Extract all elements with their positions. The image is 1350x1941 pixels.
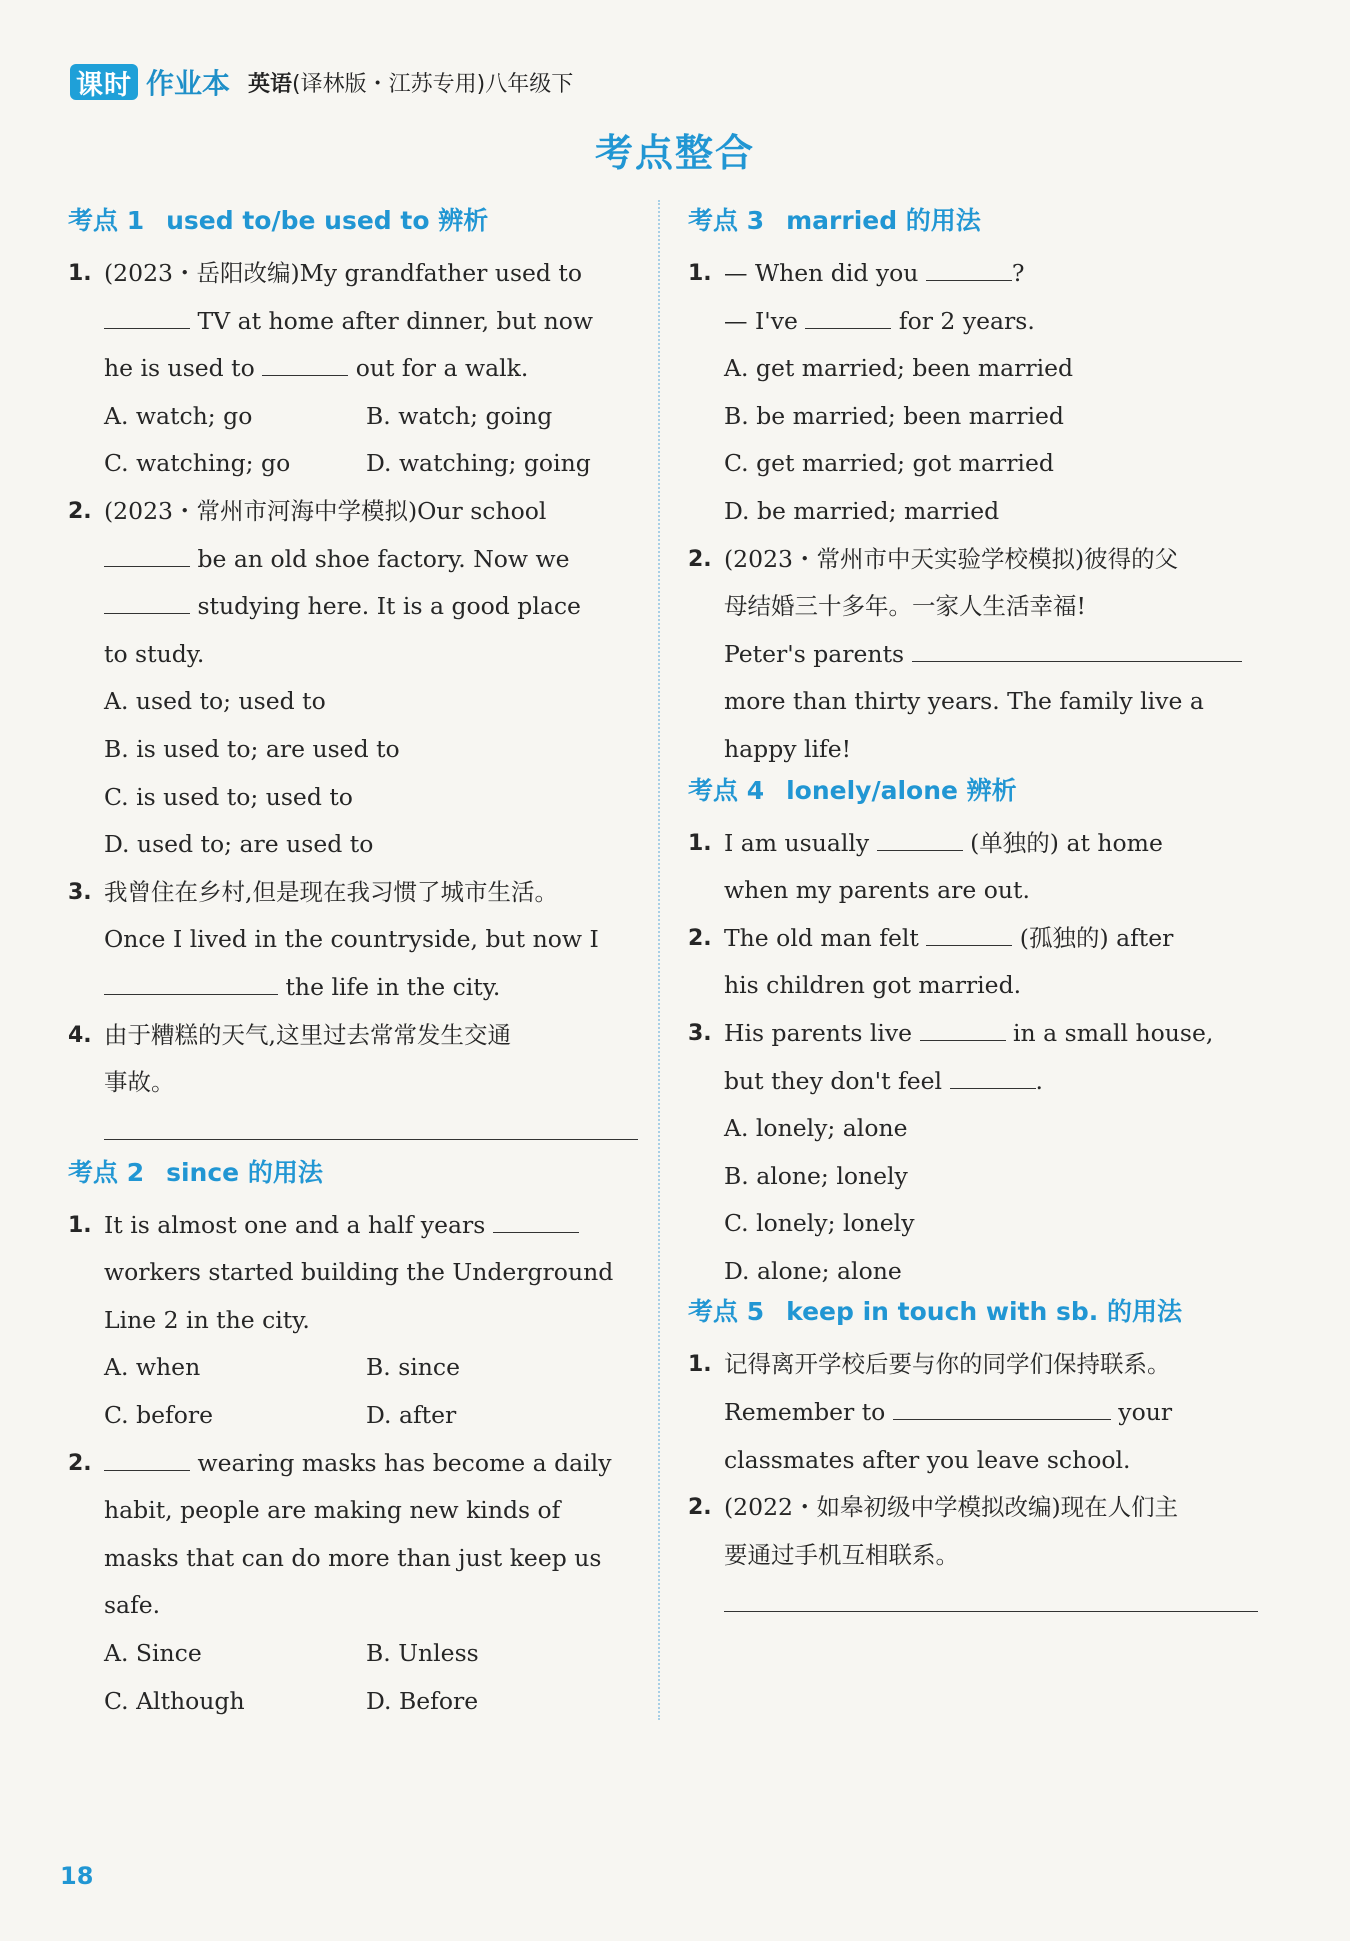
question-text: (单独的) at home <box>970 828 1163 857</box>
section-heading: keep in touch with sb. 的用法 <box>786 1297 1182 1327</box>
question-5-2 <box>688 1484 1258 1579</box>
answer-blank[interactable] <box>104 302 190 329</box>
answer-blank[interactable] <box>104 587 190 614</box>
question-text: 由于糟糕的天气,这里过去常常发生交通 <box>104 1020 511 1049</box>
brand-name: 作业本 <box>146 67 231 100</box>
question-text: (2023・岳阳改编)My grandfather used to <box>104 259 583 287</box>
section-number: 考点 2 <box>68 1157 145 1187</box>
option-c[interactable]: C. get married; got married <box>724 449 1054 478</box>
section-heading: lonely/alone 辨析 <box>786 775 1017 805</box>
question-text: Peter's parents <box>724 639 905 668</box>
question-text: studying here. It is a good place <box>197 592 581 621</box>
question-number: 2. <box>68 498 92 524</box>
page-number: 18 <box>60 1862 94 1890</box>
question-number: 1. <box>688 1352 712 1378</box>
option-c[interactable]: C. Although <box>104 1686 245 1715</box>
question-text: Once I lived in the countryside, but now I <box>104 925 599 954</box>
option-c[interactable]: C. before <box>104 1401 214 1430</box>
option-b[interactable]: B. Unless <box>366 1639 479 1668</box>
question-text: more than thirty years. The family live a <box>724 687 1204 716</box>
answer-blank[interactable] <box>926 254 1012 281</box>
option-a[interactable]: A. used to; used to <box>104 687 326 716</box>
question-number: 2. <box>688 925 712 951</box>
section-title-3 <box>688 200 1258 242</box>
question-text: 要通过手机互相联系。 <box>724 1540 959 1569</box>
answer-blank[interactable] <box>493 1206 579 1233</box>
question-text: It is almost one and a half years <box>104 1210 486 1239</box>
question-text: Remember to <box>724 1398 886 1427</box>
question-text: TV at home after dinner, but now <box>197 306 594 335</box>
option-a[interactable]: A. get married; been married <box>724 354 1074 383</box>
answer-line[interactable] <box>104 1109 638 1140</box>
question-text: he is used to <box>104 354 255 383</box>
question-number: 2. <box>68 1450 92 1476</box>
question-text: The old man felt <box>724 923 919 952</box>
question-text: his children got married. <box>724 971 1022 1000</box>
question-text: workers started building the Underground <box>104 1258 614 1287</box>
brand-logo: 课时 <box>70 64 138 100</box>
section-heading: used to/be used to 辨析 <box>166 206 489 235</box>
question-1-2 <box>68 488 638 678</box>
right-column <box>688 200 1258 1612</box>
page-header <box>70 62 573 102</box>
question-text: safe. <box>104 1591 161 1620</box>
option-d[interactable]: D. used to; are used to <box>104 830 374 859</box>
option-d[interactable]: D. after <box>366 1401 457 1430</box>
answer-blank[interactable] <box>104 540 190 567</box>
question-number: 3. <box>688 1020 712 1046</box>
question-text: for 2 years. <box>898 306 1035 335</box>
option-a[interactable]: A. watch; go <box>104 401 253 430</box>
subject-info <box>248 67 573 98</box>
option-b[interactable]: B. is used to; are used to <box>104 734 400 763</box>
question-text: — I've <box>724 306 798 335</box>
question-4-1 <box>688 820 1258 915</box>
question-text: . <box>1035 1066 1044 1095</box>
question-text: be an old shoe factory. Now we <box>197 544 570 573</box>
option-a[interactable]: A. Since <box>104 1639 202 1668</box>
option-c[interactable]: C. watching; go <box>104 449 291 478</box>
question-2-1 <box>68 1202 638 1345</box>
question-text: in a small house, <box>1013 1018 1214 1047</box>
question-text: but they don't feel <box>724 1066 943 1095</box>
option-b[interactable]: B. be married; been married <box>724 401 1064 430</box>
question-text: — When did you <box>724 259 919 287</box>
section-number: 考点 3 <box>688 206 765 235</box>
question-text: (2023・常州市河海中学模拟)Our school <box>104 496 547 525</box>
column-divider <box>658 200 660 1720</box>
question-5-1 <box>688 1341 1258 1484</box>
section-number: 考点 1 <box>68 206 145 235</box>
question-4-3 <box>688 1010 1258 1105</box>
answer-blank[interactable] <box>950 1062 1036 1089</box>
question-2-2 <box>68 1440 638 1630</box>
option-c[interactable]: C. lonely; lonely <box>724 1209 915 1238</box>
subject-edition: (译林版・江苏专用)八年级下 <box>292 71 574 97</box>
option-b[interactable]: B. since <box>366 1353 460 1382</box>
option-a[interactable]: A. when <box>104 1353 201 1382</box>
question-1-4 <box>68 1012 638 1107</box>
question-text: 事故。 <box>104 1068 175 1097</box>
question-text: masks that can do more than just keep us <box>104 1543 602 1572</box>
subject-name: 英语 <box>248 71 293 97</box>
section-title-4 <box>688 770 1258 812</box>
question-text: habit, people are making new kinds of <box>104 1496 561 1525</box>
answer-line[interactable] <box>724 1581 1258 1612</box>
question-number: 4. <box>68 1022 92 1048</box>
answer-blank[interactable] <box>912 635 1242 662</box>
question-text: His parents live <box>724 1018 913 1047</box>
question-text: classmates after you leave school. <box>724 1445 1131 1474</box>
question-text: 记得离开学校后要与你的同学们保持联系。 <box>724 1350 1171 1379</box>
option-d[interactable]: D. watching; going <box>366 449 591 478</box>
question-text: I am usually <box>724 828 870 857</box>
question-text: 我曾住在乡村,但是现在我习惯了城市生活。 <box>104 877 558 906</box>
question-3-2 <box>688 536 1258 774</box>
question-text: the life in the city. <box>285 972 501 1001</box>
answer-blank[interactable] <box>893 1393 1111 1420</box>
answer-blank[interactable] <box>262 349 348 376</box>
answer-blank[interactable] <box>805 302 891 329</box>
option-b[interactable]: B. alone; lonely <box>724 1161 908 1190</box>
question-1-1 <box>68 250 638 393</box>
section-number: 考点 4 <box>688 775 765 805</box>
section-title-1 <box>68 200 638 242</box>
question-text: to study. <box>104 639 205 668</box>
question-text: out for a walk. <box>355 354 529 383</box>
question-4-2 <box>688 915 1258 1010</box>
question-number: 2. <box>688 546 712 572</box>
answer-blank[interactable] <box>104 1444 190 1471</box>
question-text: happy life! <box>724 734 852 763</box>
question-text: your <box>1118 1398 1173 1427</box>
question-text: wearing masks has become a daily <box>197 1448 612 1477</box>
answer-blank[interactable] <box>926 919 1012 946</box>
question-text: when my parents are out. <box>724 876 1030 905</box>
option-d[interactable]: D. Before <box>366 1686 479 1715</box>
question-text: (孤独的) after <box>1019 923 1174 952</box>
question-1-3 <box>68 869 638 1012</box>
section-number: 考点 5 <box>688 1297 765 1327</box>
question-number: 1. <box>68 261 92 286</box>
section-heading: married 的用法 <box>786 206 981 235</box>
option-d[interactable]: D. be married; married <box>724 496 1000 525</box>
option-c[interactable]: C. is used to; used to <box>104 782 353 811</box>
section-heading: since 的用法 <box>166 1157 323 1187</box>
option-a[interactable]: A. lonely; alone <box>724 1114 908 1143</box>
question-text: Line 2 in the city. <box>104 1305 310 1334</box>
section-title-2 <box>68 1152 638 1194</box>
section-title-5 <box>688 1291 1258 1333</box>
answer-blank[interactable] <box>877 824 963 851</box>
answer-blank[interactable] <box>920 1014 1006 1041</box>
option-b[interactable]: B. watch; going <box>366 401 553 430</box>
question-text: (2022・如皋初级中学模拟改编)现在人们主 <box>724 1493 1179 1522</box>
question-text: (2023・常州市中天实验学校模拟)彼得的父 <box>724 544 1179 573</box>
question-text: ? <box>1011 259 1025 287</box>
page-title: 考点整合 <box>594 131 755 175</box>
left-column <box>68 200 638 1725</box>
question-text: 母结婚三十多年。一家人生活幸福! <box>724 592 1086 621</box>
answer-blank[interactable] <box>104 968 278 995</box>
question-number: 3. <box>68 879 92 905</box>
question-3-1 <box>688 250 1258 345</box>
question-number: 1. <box>688 261 712 286</box>
option-d[interactable]: D. alone; alone <box>724 1256 902 1285</box>
question-number: 1. <box>68 1212 92 1238</box>
question-number: 1. <box>688 830 712 856</box>
question-number: 2. <box>688 1495 712 1521</box>
